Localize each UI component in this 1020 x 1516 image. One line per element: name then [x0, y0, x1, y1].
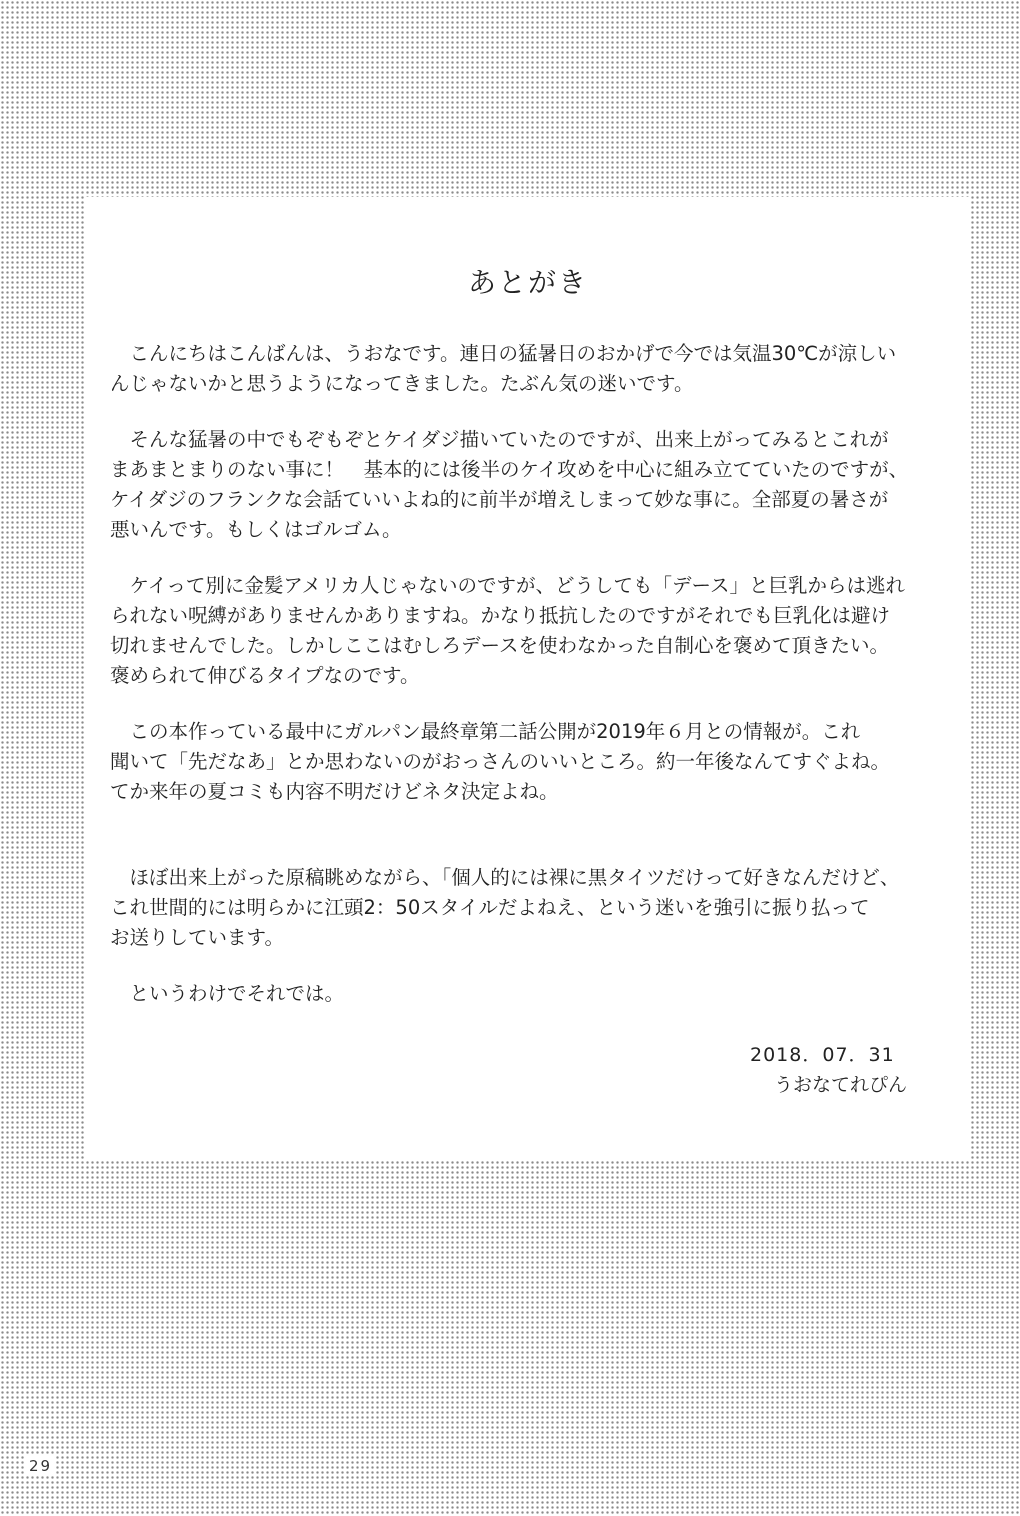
text-line: ケイダジのフランクな会話ていいよね的に前半が増えしまって妙な事に。全部夏の暑さが	[110, 488, 889, 511]
signature-block	[750, 1040, 970, 1100]
page-number: 29	[26, 1456, 55, 1476]
text-line: この本作っている最中にガルパン最終章第二話公開が2019年６月との情報が。これ	[110, 720, 861, 743]
text-line: 切れませんでした。しかしここはむしろデースを使わなかった自制心を褒めて頂きたい。	[110, 634, 890, 657]
text-line: というわけでそれでは。	[110, 982, 345, 1005]
text-line: こんにちはこんばんは、うおなです。連日の猛暑日のおかげで今では気温30℃が涼しい	[110, 342, 897, 365]
signature-author: うおなてれぴん	[774, 1074, 908, 1096]
text-line: これ世間的には明らかに江頭2：50スタイルだよねえ、という迷いを強引に振り払って	[110, 896, 870, 919]
text-line: 悪いんです。もしくはゴルゴム。	[110, 518, 402, 541]
paragraph-garupan	[110, 717, 950, 807]
text-line: ほぼ出来上がった原稿眺めながら、「個人的には裸に黒タイツだけって好きなんだけど、	[110, 866, 900, 889]
text-line: まあまとまりのない事に！ 基本的には後半のケイ攻めを中心に組み立てていたのですが、	[110, 458, 909, 481]
text-line: 聞いて「先だなあ」とか思わないのがおっさんのいいところ。約一年後なんてすぐよね。	[110, 750, 891, 773]
text-line: られない呪縛がありませんかありますね。かなり抵抗したのですがそれでも巨乳化は避け	[110, 604, 891, 627]
text-line: ケイって別に金髪アメリカ人じゃないのですが、どうしても「デース」と巨乳からは逃れ	[110, 574, 906, 597]
signature-date: 2018．07．31	[750, 1044, 895, 1066]
text-line: お送りしています。	[110, 926, 284, 949]
text-line: んじゃないかと思うようになってきました。たぶん気の迷いです。	[110, 372, 694, 395]
paragraph-drawing	[110, 425, 950, 545]
page-title: あとがき	[467, 266, 588, 299]
afterword-body	[110, 339, 950, 1009]
paragraph-kei	[110, 571, 950, 691]
afterword-panel	[86, 197, 970, 1159]
paragraph-manuscript	[110, 863, 950, 953]
text-line: 褒められて伸びるタイプなのです。	[110, 664, 420, 687]
text-line: てか来年の夏コミも内容不明だけどネタ決定よね。	[110, 780, 559, 803]
paragraph-closing	[110, 979, 950, 1009]
paragraph-greeting	[110, 339, 950, 399]
text-line: そんな猛暑の中でもぞもぞとケイダジ描いていたのですが、出来上がってみるとこれが	[110, 428, 889, 451]
